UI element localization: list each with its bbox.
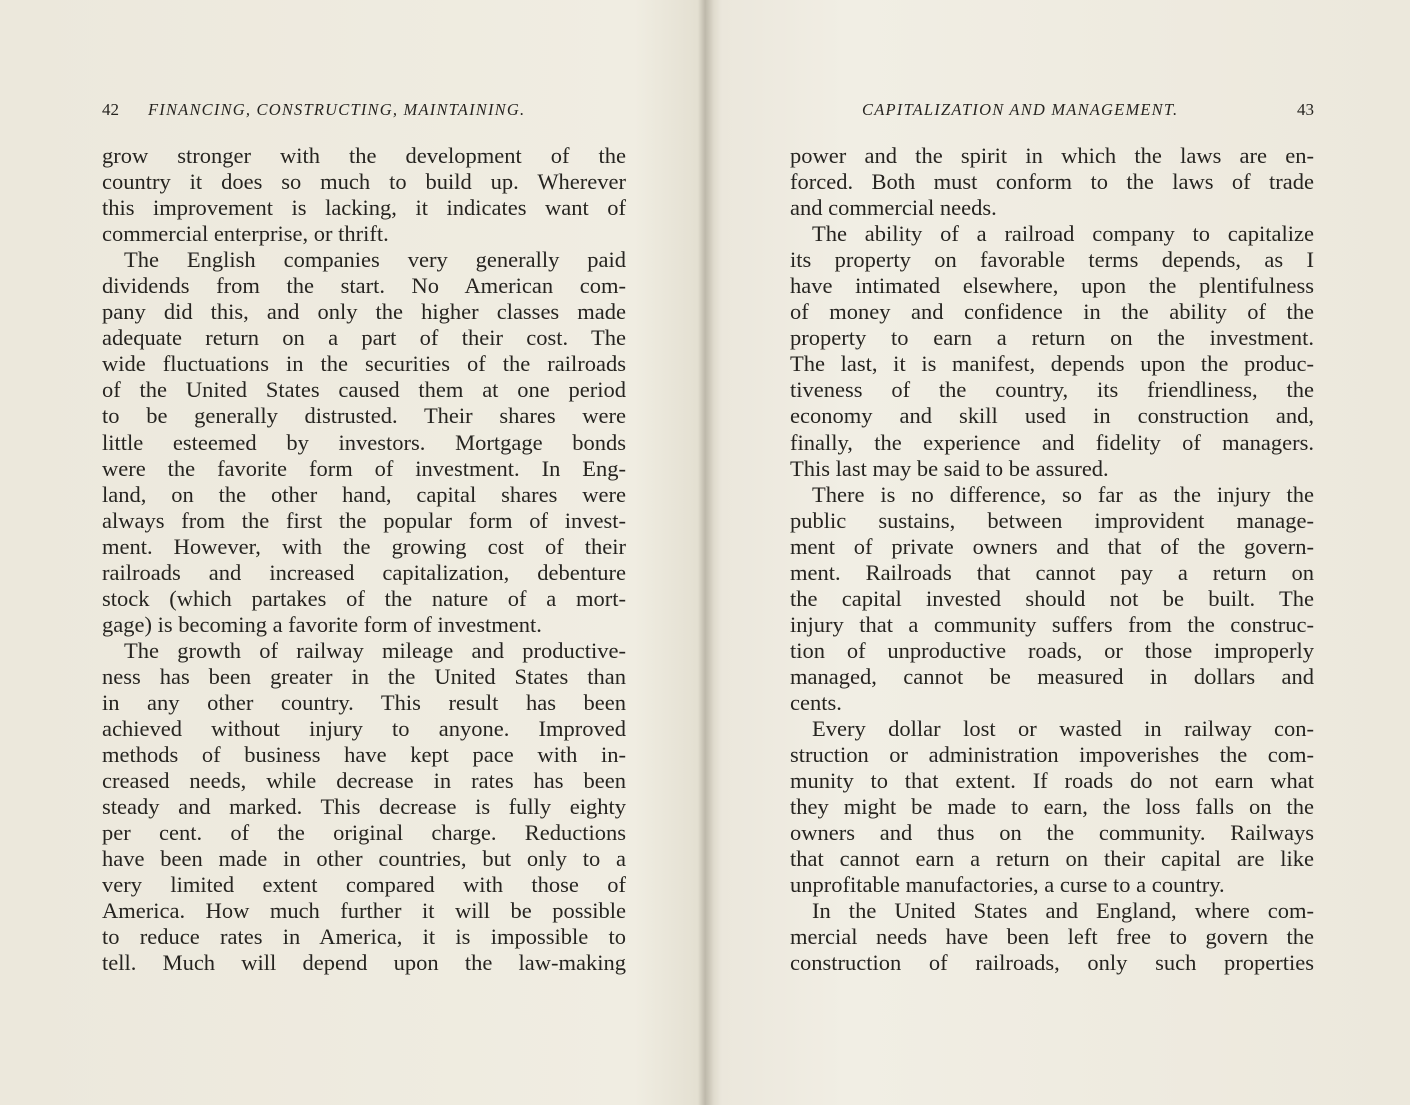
text-line: very limited extent compared with those of — [102, 872, 626, 898]
text-line: cents. — [790, 689, 842, 715]
running-head: CAPITALIZATION AND MANAGEMENT. — [862, 100, 1179, 119]
text-line: The English companies very generally paid — [124, 247, 626, 273]
text-line: commercial enterprise, or thrift. — [102, 221, 389, 247]
text-line: per cent. of the original charge. Reductions — [102, 820, 626, 846]
text-line: adequate return on a part of their cost. The — [102, 325, 626, 351]
text-line: owners and thus on the community. Railways — [790, 820, 1314, 846]
text-line: The ability of a railroad company to capitalize — [812, 221, 1314, 247]
text-line: mercial needs have been left free to govern the — [790, 924, 1314, 950]
text-line: economy and skill used in construction and, — [790, 403, 1314, 429]
text-line: this improvement is lacking, it indicates want of — [102, 195, 626, 221]
text-line: methods of business have kept pace with in- — [102, 742, 626, 768]
text-line: stock (which partakes of the nature of a mort- — [102, 585, 626, 611]
text-line: property to earn a return on the investment. — [790, 325, 1314, 351]
text-line: to be generally distrusted. Their shares were — [102, 403, 626, 429]
text-line: grow stronger with the development of the — [102, 143, 626, 168]
text-line: tiveness of the country, its friendliness, the — [790, 377, 1314, 403]
text-line: power and the spirit in which the laws are en- — [790, 143, 1314, 168]
text-line: managed, cannot be measured in dollars and — [790, 663, 1314, 689]
text-line: and commercial needs. — [790, 195, 997, 221]
text-line: little esteemed by investors. Mortgage bonds — [102, 429, 626, 455]
text-line: have intimated elsewhere, upon the plentifulness — [790, 273, 1314, 299]
text-line: tion of unproductive roads, or those improperly — [790, 637, 1314, 663]
text-line: dividends from the start. No American com- — [102, 273, 626, 299]
text-line: America. How much further it will be possible — [102, 898, 626, 924]
text-line: in any other country. This result has been — [102, 689, 626, 715]
text-line: pany did this, and only the higher classes made — [102, 299, 626, 325]
right-page-body — [790, 143, 1314, 977]
text-line: forced. Both must conform to the laws of trade — [790, 169, 1314, 195]
text-line: country it does so much to build up. Wherever — [102, 169, 626, 195]
left-page-header — [102, 98, 626, 122]
text-line: finally, the experience and fidelity of managers. — [790, 429, 1314, 455]
text-line: have been made in other countries, but only to a — [102, 846, 626, 872]
text-line: land, on the other hand, capital shares were — [102, 481, 626, 507]
text-line: The growth of railway mileage and productive- — [124, 637, 626, 663]
text-line: ment of private owners and that of the govern- — [790, 533, 1314, 559]
page-number: 43 — [1297, 100, 1314, 119]
text-line: In the United States and England, where com- — [812, 898, 1314, 924]
text-line: Every dollar lost or wasted in railway con- — [812, 716, 1314, 742]
text-line: to reduce rates in America, it is impossible to — [102, 924, 626, 950]
text-line: of the United States caused them at one period — [102, 377, 626, 403]
right-page — [705, 0, 1410, 1105]
text-line: creased needs, while decrease in rates has been — [102, 768, 626, 794]
text-line: the capital invested should not be built. The — [790, 585, 1314, 611]
text-line: There is no difference, so far as the injury the — [812, 481, 1314, 507]
text-line: This last may be said to be assured. — [790, 455, 1109, 481]
text-line: they might be made to earn, the loss falls on the — [790, 794, 1314, 820]
page-number: 42 — [102, 100, 119, 119]
text-line: railroads and increased capitalization, debenture — [102, 559, 626, 585]
text-line: were the favorite form of investment. In Eng- — [102, 455, 626, 481]
text-line: always from the first the popular form of invest- — [102, 507, 626, 533]
text-line: its property on favorable terms depends, as I — [790, 247, 1314, 273]
text-line: construction of railroads, only such properties — [790, 950, 1314, 976]
text-line: wide fluctuations in the securities of the railroads — [102, 351, 626, 377]
running-head: FINANCING, CONSTRUCTING, MAINTAINING. — [148, 100, 526, 119]
text-line: munity to that extent. If roads do not earn what — [790, 768, 1314, 794]
left-page-body — [102, 143, 626, 977]
text-line: injury that a community suffers from the construc- — [790, 611, 1314, 637]
text-line: tell. Much will depend upon the law-making — [102, 950, 626, 976]
text-line: unprofitable manufactories, a curse to a country. — [790, 872, 1225, 898]
text-line: The last, it is manifest, depends upon the produc- — [790, 351, 1314, 377]
text-line: steady and marked. This decrease is fully eighty — [102, 794, 626, 820]
text-line: public sustains, between improvident manage- — [790, 507, 1314, 533]
text-line: ment. However, with the growing cost of their — [102, 533, 626, 559]
text-line: of money and confidence in the ability of the — [790, 299, 1314, 325]
text-line: achieved without injury to anyone. Improved — [102, 716, 626, 742]
right-page-header — [790, 98, 1314, 122]
text-line: ment. Railroads that cannot pay a return on — [790, 559, 1314, 585]
text-line: struction or administration impoverishes the com- — [790, 742, 1314, 768]
text-line: gage) is becoming a favorite form of investment. — [102, 611, 542, 637]
text-line: that cannot earn a return on their capital are like — [790, 846, 1314, 872]
text-line: ness has been greater in the United States than — [102, 663, 626, 689]
